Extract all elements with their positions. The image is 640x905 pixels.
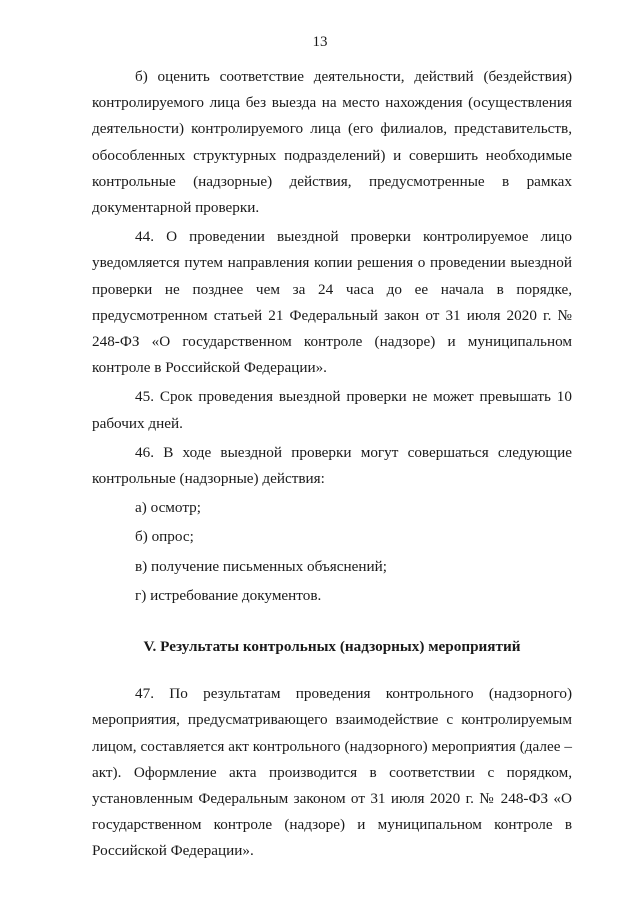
paragraph-b: б) оценить соответствие деятельности, действий (бездействия) контролируемого лица без выезда на место нахождения (осуществления деятельности) контролируемого лица (его филиалов, представительств, обособленных структурных подразделений) и совершить необходимые контрольные (надзорные) действия, предусмотренные в рамках документарной проверки. — [92, 68, 572, 217]
page-number: 13 — [312, 34, 328, 50]
paragraph-47: 47. По результатам проведения контрольного (надзорного) мероприятия, предусматривающего взаимодействие с контролируемым лицом, составляется акт контрольного (надзорного) мероприятия (далее – акт). Оформление акта производится в соответствии с порядком, установленным Федеральным законом от 31 июля 2020 г. № 248-ФЗ «О государственном контроле (надзоре) и муниципальном контроле в Российской Федерации». — [92, 685, 572, 860]
list-item-b: б) опрос; — [135, 528, 194, 546]
list-item-v: в) получение письменных объяснений; — [135, 557, 388, 575]
list-item-g: г) истребование документов. — [135, 586, 322, 604]
paragraph-46: 46. В ходе выездной проверки могут совершаться следующие контрольные (надзорные) действия: — [92, 443, 572, 488]
paragraph-45: 45. Срок проведения выездной проверки не может превышать 10 рабочих дней. — [92, 388, 572, 432]
list-item-a: а) осмотр; — [135, 499, 201, 517]
document-body — [92, 64, 572, 865]
section-heading: V. Результаты контрольных (надзорных) мероприятий — [143, 638, 521, 656]
paragraph-44: 44. О проведении выездной проверки контролируемое лицо уведомляется путем направления копии решения о проведении выездной проверки не позднее чем за 24 часа до ее начала в порядке, предусмотренном статьей 21 Федеральный закон от 31 июля 2020 г. № 248-ФЗ «О государственном контроле (надзоре) и муниципальном контроле в Российской Федерации». — [92, 228, 572, 377]
